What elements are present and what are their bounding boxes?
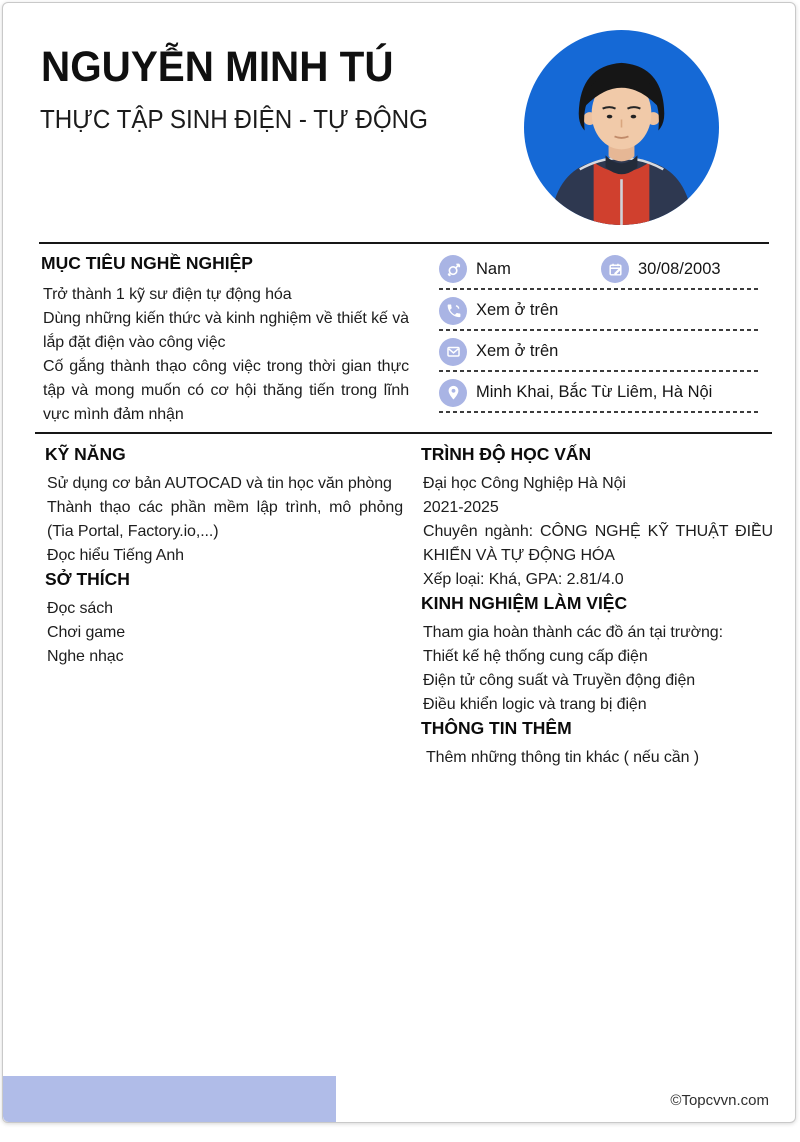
location-pin-icon	[439, 379, 467, 407]
left-column	[45, 443, 403, 669]
contact-info	[439, 244, 761, 413]
email-icon	[439, 338, 467, 366]
cv-page	[2, 2, 796, 1123]
contact-gender	[439, 255, 601, 283]
address-value: Minh Khai, Bắc Từ Liêm, Hà Nội	[476, 383, 713, 401]
gender-icon	[439, 255, 467, 283]
objective-heading: MỤC TIÊU NGHỀ NGHIỆP	[41, 253, 253, 273]
contact-row-phone	[439, 290, 761, 331]
hobby-item: Đọc sách	[47, 600, 113, 617]
experience-line: Tham gia hoàn thành các đồ án tại trường:	[423, 624, 723, 641]
footer-accent-bar	[3, 1076, 336, 1122]
section-objective	[41, 252, 409, 427]
contact-address	[439, 379, 712, 407]
experience-heading: KINH NGHIỆM LÀM VIỆC	[421, 593, 628, 613]
phone-icon	[439, 297, 467, 325]
profile-photo-illustration	[524, 30, 719, 225]
education-line: 2021-2025	[423, 499, 499, 516]
objective-paragraph: Trở thành 1 kỹ sư điện tự động hóa	[43, 286, 292, 303]
phone-value: Xem ở trên	[476, 301, 559, 319]
additional-heading: THÔNG TIN THÊM	[421, 718, 572, 738]
email-value: Xem ở trên	[476, 342, 559, 360]
contact-email	[439, 338, 558, 366]
contact-phone	[439, 297, 558, 325]
contact-birthday	[601, 255, 721, 283]
experience-line: Thiết kế hệ thống cung cấp điện	[423, 648, 648, 665]
education-line: Đại học Công Nghiệp Hà Nội	[423, 475, 626, 492]
skills-heading: KỸ NĂNG	[45, 444, 126, 464]
experience-line: Điều khiển logic và trang bị điện	[423, 696, 647, 713]
skill-item: Thành thạo các phần mềm lập trình, mô phỏng (Tia Portal, Factory.io,...)	[47, 499, 403, 540]
skill-item: Sử dụng cơ bản AUTOCAD và tin học văn phòng	[47, 475, 392, 492]
experience-line: Điện tử công suất và Truyền động điện	[423, 672, 696, 689]
candidate-name: NGUYỄN MINH TÚ	[41, 43, 394, 91]
contact-row-gender-birthday	[439, 244, 761, 290]
right-column	[421, 443, 773, 770]
hobbies-heading: SỞ THÍCH	[45, 569, 130, 589]
additional-line: Thêm những thông tin khác ( nếu cần )	[426, 749, 699, 766]
calendar-icon	[601, 255, 629, 283]
gender-value: Nam	[476, 259, 511, 278]
birthday-value: 30/08/2003	[638, 259, 721, 278]
hobby-item: Chơi game	[47, 624, 126, 641]
education-line: Xếp loại: Khá, GPA: 2.81/4.0	[423, 571, 624, 588]
objective-paragraph: Cố gắng thành thạo công việc trong thời gian thực tập và mong muốn có cơ hội thăng tiến trong lĩnh vực mình đảm nhận	[43, 358, 409, 423]
education-line: Chuyên ngành: CÔNG NGHỆ KỸ THUẬT ĐIỀU KHIỂN VÀ TỰ ĐỘNG HÓA	[423, 523, 773, 564]
section-divider	[35, 432, 772, 434]
objective-paragraph: Dùng những kiến thức và kinh nghiệm về thiết kế và lắp đặt điện vào công việc	[43, 310, 409, 351]
contact-row-address	[439, 372, 761, 413]
watermark: ©Topcvvn.com	[670, 1092, 769, 1109]
contact-row-email	[439, 331, 761, 372]
job-title: THỰC TẬP SINH ĐIỆN - TỰ ĐỘNG	[40, 104, 428, 134]
education-heading: TRÌNH ĐỘ HỌC VẤN	[421, 444, 592, 464]
profile-photo	[524, 30, 719, 225]
skill-item: Đọc hiểu Tiếng Anh	[47, 547, 184, 564]
hobby-item: Nghe nhạc	[47, 648, 124, 665]
